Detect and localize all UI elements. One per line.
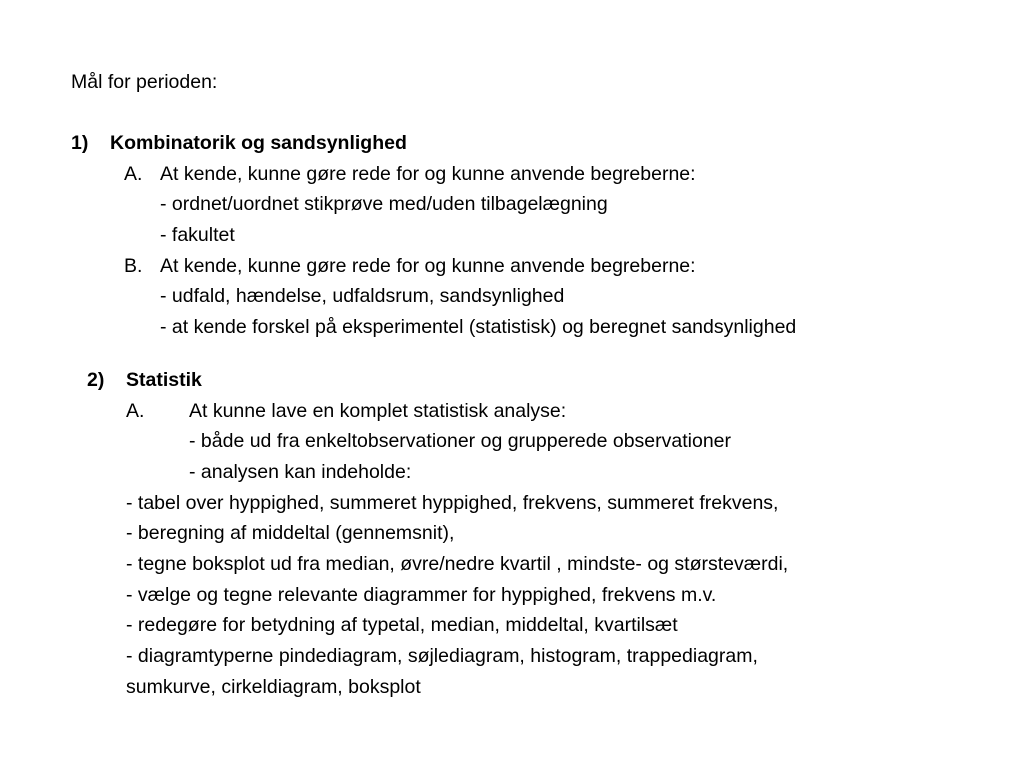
section2-number: 2) [87, 369, 105, 391]
section2-item-a-sub-1: - både ud fra enkeltobservationer og grupperede observationer [189, 430, 732, 452]
section2-detail-2: - beregning af middeltal (gennemsnit), [126, 522, 455, 544]
section1-item-a-sub-2: - fakultet [160, 224, 235, 246]
section2-detail-7: sumkurve, cirkeldiagram, boksplot [126, 676, 421, 698]
section2-detail-5: - redegøre for betydning af typetal, median, middeltal, kvartilsæt [126, 614, 678, 636]
section2-heading: Statistik [126, 369, 202, 391]
section1-item-b-sub-2: - at kende forskel på eksperimentel (statistisk) og beregnet sandsynlighed [160, 316, 797, 338]
section2-detail-6: - diagramtyperne pindediagram, søjlediagram, histogram, trappediagram, [126, 645, 758, 667]
section2-item-a-marker: A. [126, 400, 145, 422]
section1-item-a-marker: A. [124, 163, 143, 185]
section1-heading: Kombinatorik og sandsynlighed [110, 132, 407, 154]
section2-detail-3: - tegne boksplot ud fra median, øvre/nedre kvartil , mindste- og størsteværdi, [126, 553, 789, 575]
section2-item-a-text: At kunne lave en komplet statistisk analyse: [189, 400, 567, 422]
section1-item-b-text: At kende, kunne gøre rede for og kunne anvende begreberne: [160, 255, 696, 277]
section1-item-a-text: At kende, kunne gøre rede for og kunne anvende begreberne: [160, 163, 696, 185]
section1-item-b-sub-1: - udfald, hændelse, udfaldsrum, sandsynlighed [160, 285, 565, 307]
page-title: Mål for perioden: [71, 71, 218, 93]
section2-item-a-sub-2: - analysen kan indeholde: [189, 461, 412, 483]
section2-detail-4: - vælge og tegne relevante diagrammer for hyppighed, frekvens m.v. [126, 584, 717, 606]
section1-number: 1) [71, 132, 89, 154]
section1-item-a-sub-1: - ordnet/uordnet stikprøve med/uden tilbagelægning [160, 193, 608, 215]
section1-item-b-marker: B. [124, 255, 143, 277]
section2-detail-1: - tabel over hyppighed, summeret hyppighed, frekvens, summeret frekvens, [126, 492, 779, 514]
